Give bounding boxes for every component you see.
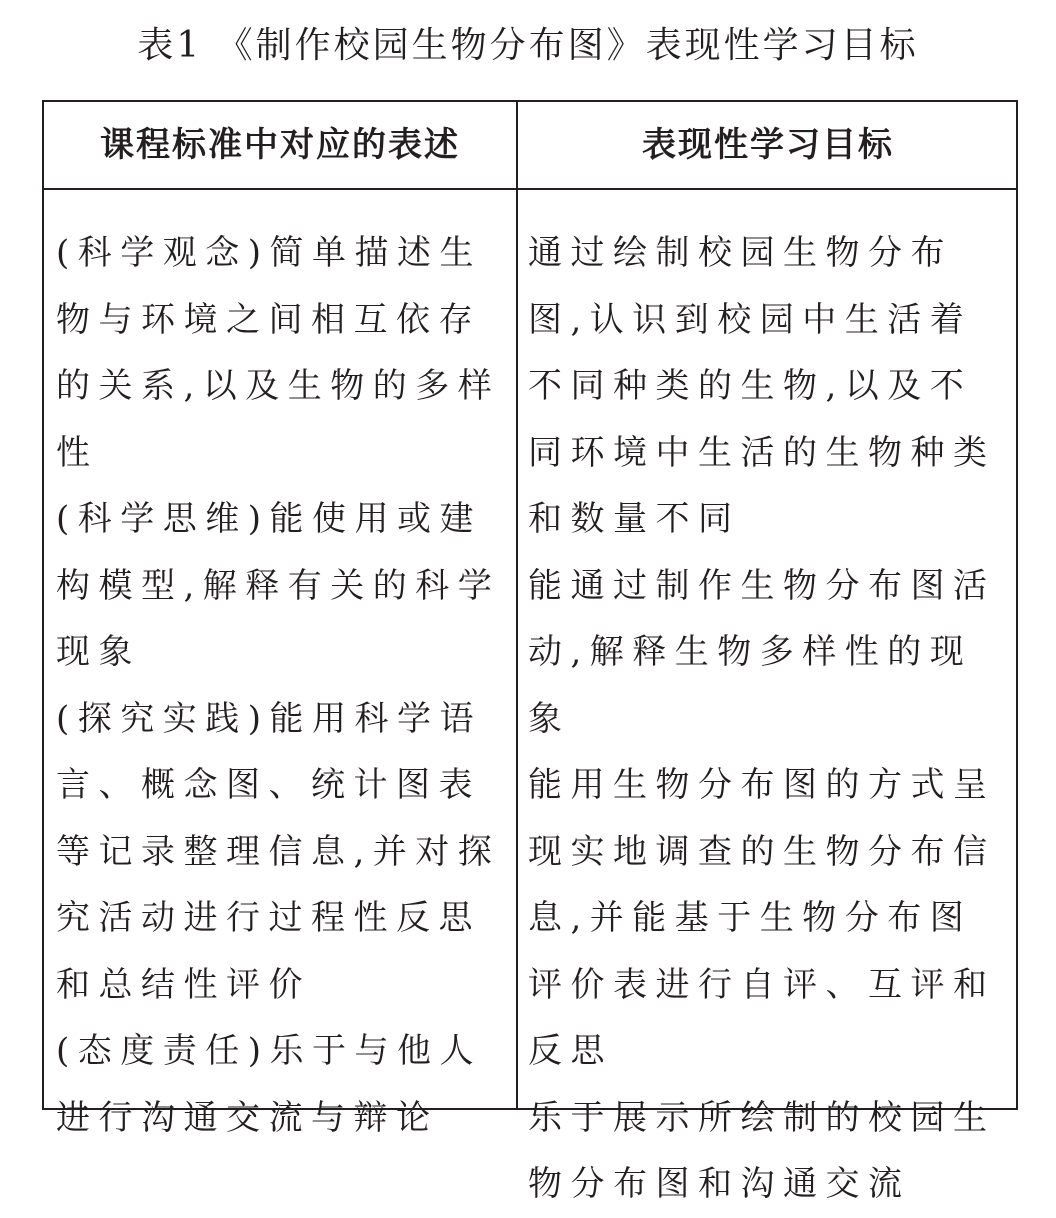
table-caption: 表1 《制作校园生物分布图》表现性学习目标 xyxy=(137,25,919,66)
performance-objective-cell xyxy=(528,220,1014,1218)
header-divider xyxy=(44,188,1016,190)
column-divider xyxy=(516,102,518,1108)
curriculum-standard-cell xyxy=(56,220,514,1151)
standard-science-thinking: (科学思维)能使用或建构模型,解释有关的科学现象 xyxy=(56,499,501,672)
header-curriculum-standard: 课程标准中对应的表述 xyxy=(100,125,460,165)
header-performance-objective: 表现性学习目标 xyxy=(642,125,894,165)
objective-2: 能通过制作生物分布图活动,解释生物多样性的现象 xyxy=(528,565,996,739)
objective-3: 能用生物分布图的方式呈现实地调查的生物分布信息,并能基于生物分布图评价表进行自评、互评和反思 xyxy=(528,765,996,1071)
learning-objectives-table xyxy=(42,100,1018,1204)
standard-science-concept: (科学观念)简单描述生物与环境之间相互依存的关系,以及生物的多样性 xyxy=(56,233,501,473)
objective-1: 通过绘制校园生物分布图,认识到校园中生活着不同种类的生物,以及不同环境中生活的生物种类和数量不同 xyxy=(528,233,996,539)
standard-inquiry-practice: (探究实践)能用科学语言、概念图、统计图表等记录整理信息,并对探究活动进行过程性反思和总结性评价 xyxy=(56,698,501,1005)
objective-4: 乐于展示所绘制的校园生物分布图和沟通交流 xyxy=(528,1097,996,1204)
standard-attitude-responsibility: (态度责任)乐于与他人进行沟通交流与辩论 xyxy=(56,1031,483,1138)
